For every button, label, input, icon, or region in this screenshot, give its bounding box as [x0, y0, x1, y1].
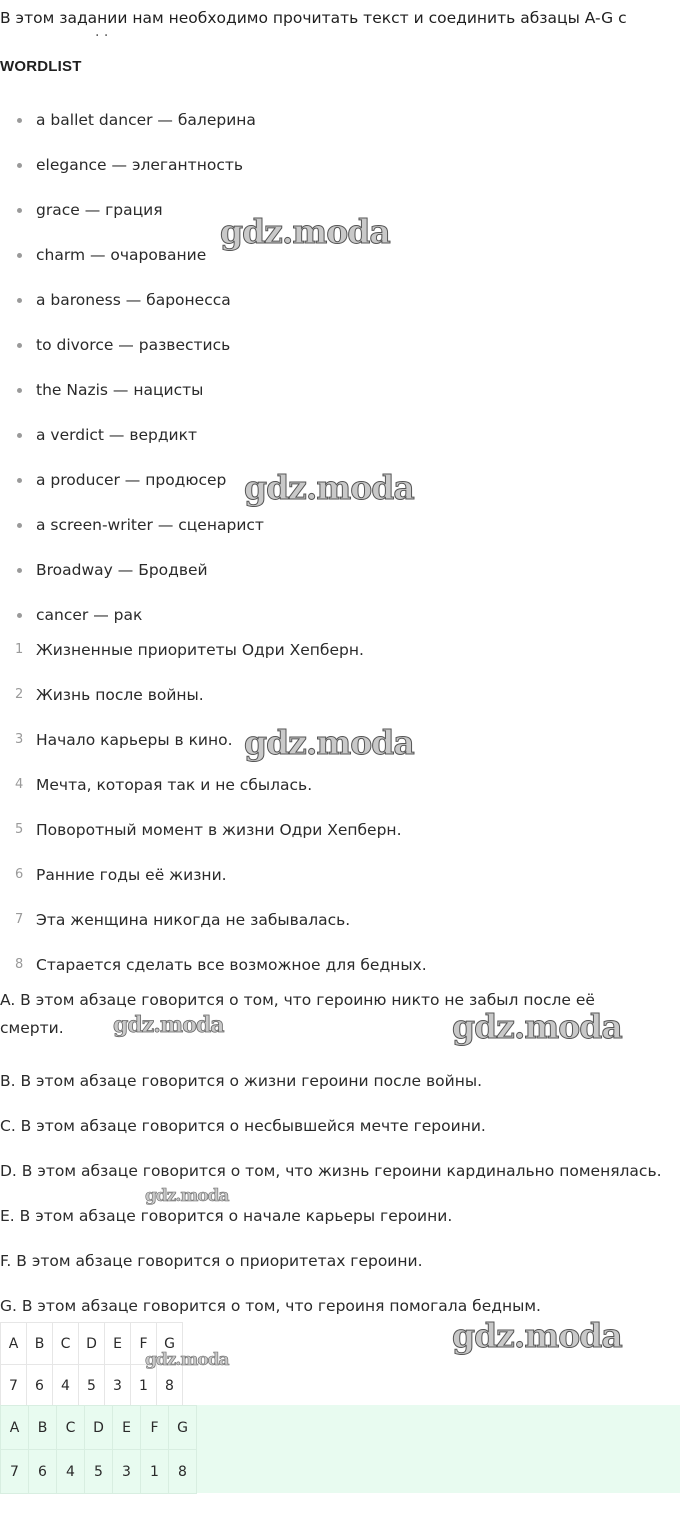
wordlist-item-text: charm — очарование — [36, 246, 207, 264]
intro-line: В этом задании нам необходимо прочитать текст и соединить абзацы A-G с — [0, 9, 627, 27]
answer-table-highlighted — [0, 1405, 197, 1494]
table-header-cell: F — [131, 1323, 157, 1365]
table-header-cell: E — [105, 1323, 131, 1365]
wordlist-item-text: a ballet dancer — балерина — [36, 111, 256, 129]
list-item — [0, 817, 680, 862]
table-cell: 7 — [1, 1365, 27, 1407]
table-header-cell: G — [169, 1406, 197, 1450]
headings-list — [0, 637, 680, 997]
wordlist-item-text: a baroness — баронесса — [36, 291, 231, 309]
list-item — [0, 772, 680, 817]
table-cell: 6 — [27, 1365, 53, 1407]
list-item — [0, 637, 680, 682]
paragraph-d: D. В этом абзаце говорится о том, что жизнь героини кардинально поменялась. — [0, 1162, 662, 1180]
wordlist-item-text: the Nazis — нацисты — [36, 381, 204, 399]
bullet-icon — [17, 343, 22, 348]
wordlist-heading: WORDLIST — [0, 58, 82, 75]
wordlist-item — [0, 512, 680, 557]
table-header-cell: B — [27, 1323, 53, 1365]
intro-cut-line: · · — [95, 28, 109, 44]
list-number: 4 — [15, 777, 24, 792]
bullet-icon — [17, 118, 22, 123]
list-number: 3 — [15, 732, 24, 747]
table-cell: 8 — [169, 1450, 197, 1494]
wordlist-item — [0, 377, 680, 422]
list-item-text: Жизнь после войны. — [36, 686, 204, 704]
table-row — [1, 1323, 183, 1365]
wordlist-item-text: to divorce — развестись — [36, 336, 231, 354]
list-number: 1 — [15, 642, 24, 657]
bullet-icon — [17, 253, 22, 258]
watermark: gdz.moda — [113, 1012, 224, 1038]
bullet-icon — [17, 433, 22, 438]
wordlist-item-text: elegance — элегантность — [36, 156, 244, 174]
bullet-icon — [17, 613, 22, 618]
wordlist-item-text: a producer — продюсер — [36, 471, 227, 489]
paragraph-a-line1: A. В этом абзаце говорится о том, что героиню никто не забыл после её — [0, 991, 595, 1009]
table-cell: 3 — [113, 1450, 141, 1494]
table-cell: 5 — [79, 1365, 105, 1407]
table-row — [1, 1406, 197, 1450]
table-header-cell: E — [113, 1406, 141, 1450]
table-cell: 4 — [57, 1450, 85, 1494]
bullet-icon — [17, 478, 22, 483]
list-item-text: Поворотный момент в жизни Одри Хепберн. — [36, 821, 402, 839]
watermark: gdz.moda — [244, 723, 414, 762]
list-number: 8 — [15, 957, 24, 972]
bullet-icon — [17, 388, 22, 393]
list-item — [0, 862, 680, 907]
list-item-text: Начало карьеры в кино. — [36, 731, 233, 749]
wordlist — [0, 107, 680, 647]
table-cell: 8 — [157, 1365, 183, 1407]
wordlist-item — [0, 332, 680, 377]
intro-text — [0, 7, 680, 47]
paragraph-g: G. В этом абзаце говорится о том, что героиня помогала бедным. — [0, 1297, 541, 1315]
paragraph-b: B. В этом абзаце говорится о жизни героини после войны. — [0, 1072, 482, 1090]
bullet-icon — [17, 163, 22, 168]
list-number: 6 — [15, 867, 24, 882]
table-header-cell: B — [29, 1406, 57, 1450]
wordlist-item — [0, 467, 680, 512]
wordlist-item — [0, 557, 680, 602]
wordlist-item-text: a screen-writer — сценарист — [36, 516, 264, 534]
watermark: gdz.moda — [145, 1186, 229, 1206]
table-cell: 1 — [141, 1450, 169, 1494]
paragraph-a-line2: смерти. — [0, 1019, 64, 1037]
list-item — [0, 907, 680, 952]
wordlist-item-text: grace — грация — [36, 201, 163, 219]
table-header-cell: C — [53, 1323, 79, 1365]
paragraph-f: F. В этом абзаце говорится о приоритетах героини. — [0, 1252, 423, 1270]
list-number: 2 — [15, 687, 24, 702]
list-item-text: Эта женщина никогда не забывалась. — [36, 911, 351, 929]
list-item-text: Старается сделать все возможное для бедных. — [36, 956, 427, 974]
table-cell: 7 — [1, 1450, 29, 1494]
bullet-icon — [17, 208, 22, 213]
list-item-text: Ранние годы её жизни. — [36, 866, 227, 884]
wordlist-item-text: cancer — рак — [36, 606, 143, 624]
wordlist-item — [0, 287, 680, 332]
answer-table — [0, 1322, 183, 1407]
list-item-text: Жизненные приоритеты Одри Хепберн. — [36, 641, 364, 659]
table-cell: 3 — [105, 1365, 131, 1407]
bullet-icon — [17, 298, 22, 303]
table-header-cell: G — [157, 1323, 183, 1365]
table-cell: 4 — [53, 1365, 79, 1407]
wordlist-item-text: Broadway — Бродвей — [36, 561, 208, 579]
paragraph-c: C. В этом абзаце говорится о несбывшейся мечте героини. — [0, 1117, 486, 1135]
bullet-icon — [17, 523, 22, 528]
watermark: gdz.moda — [220, 212, 390, 251]
table-header-cell: F — [141, 1406, 169, 1450]
table-header-cell: A — [1, 1406, 29, 1450]
table-cell: 1 — [131, 1365, 157, 1407]
table-cell: 5 — [85, 1450, 113, 1494]
wordlist-item-text: a verdict — вердикт — [36, 426, 198, 444]
table-header-cell: D — [85, 1406, 113, 1450]
wordlist-item — [0, 152, 680, 197]
wordlist-item — [0, 197, 680, 242]
watermark: gdz.moda — [145, 1350, 229, 1370]
list-item — [0, 682, 680, 727]
list-number: 7 — [15, 912, 24, 927]
paragraph-e: E. В этом абзаце говорится о начале карьеры героини. — [0, 1207, 453, 1225]
watermark: gdz.moda — [244, 468, 414, 507]
table-row — [1, 1365, 183, 1407]
wordlist-item — [0, 107, 680, 152]
table-cell: 6 — [29, 1450, 57, 1494]
bullet-icon — [17, 568, 22, 573]
table-row — [1, 1450, 197, 1494]
table-header-cell: D — [79, 1323, 105, 1365]
wordlist-item — [0, 422, 680, 467]
paragraph-a — [0, 987, 650, 1043]
table-header-cell: C — [57, 1406, 85, 1450]
list-item-text: Мечта, которая так и не сбылась. — [36, 776, 313, 794]
list-number: 5 — [15, 822, 24, 837]
table-header-cell: A — [1, 1323, 27, 1365]
watermark: gdz.moda — [452, 1007, 622, 1046]
watermark: gdz.moda — [452, 1316, 622, 1355]
wordlist-item — [0, 242, 680, 287]
list-item — [0, 727, 680, 772]
